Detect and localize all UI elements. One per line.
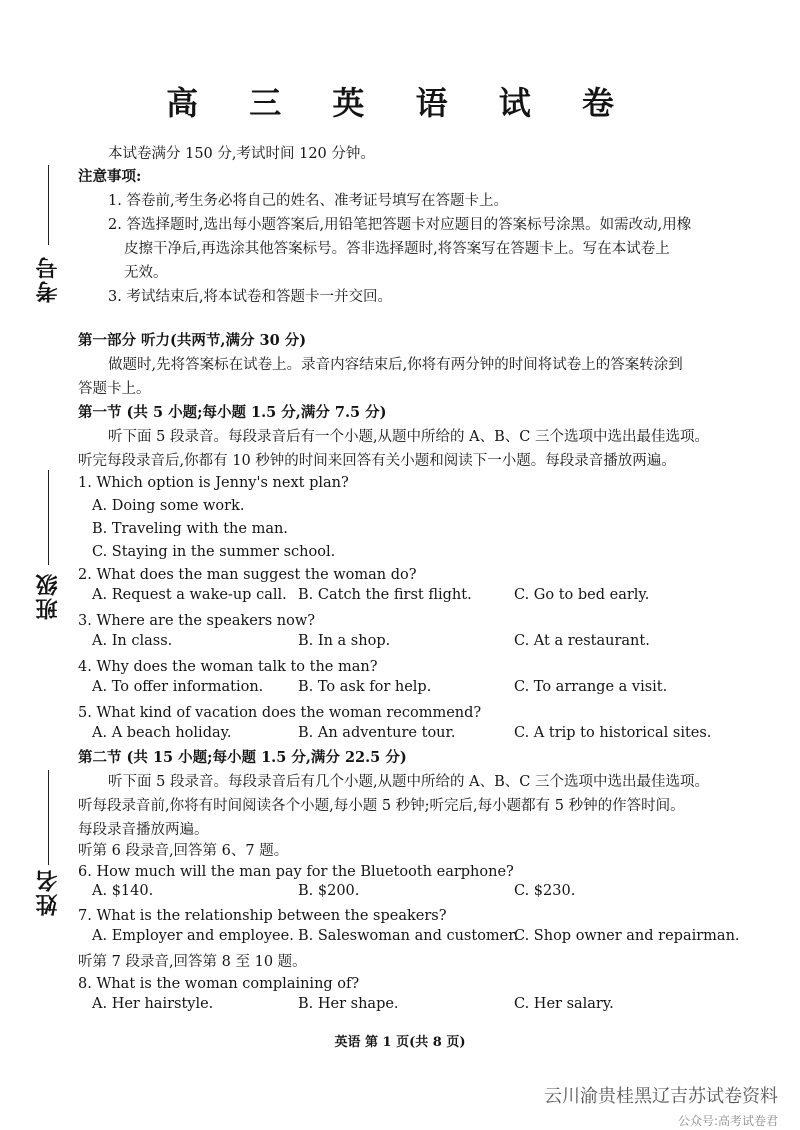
notice-item-2: 2. 答选择题时,选出每小题答案后,用铅笔把答题卡对应题目的答案标号涂黑。如需改动,用橡 — [108, 217, 692, 233]
q2-option-a: A. Request a wake-up call. — [92, 587, 287, 603]
listen-instruction-7: 听第 7 段录音,回答第 8 至 10 题。 — [78, 954, 307, 970]
part1-desc-1: 做题时,先将答案标在试卷上。录音内容结束后,你将有两分钟的时间将试卷上的答案转涂到 — [108, 357, 683, 373]
notice-heading: 注意事项: — [78, 168, 142, 185]
notice-item-3: 3. 考试结束后,将本试卷和答题卡一并交回。 — [108, 289, 393, 305]
q6-option-b: B. $200. — [298, 883, 360, 899]
q7-stem: 7. What is the relationship between the speakers? — [78, 908, 447, 924]
exam-number-label: 考号 — [35, 255, 61, 303]
q4-option-b: B. To ask for help. — [298, 679, 432, 695]
q6-option-a: A. $140. — [92, 883, 154, 899]
watermark-account: 公众号:高考试卷君 — [677, 1114, 778, 1128]
q4-option-c: C. To arrange a visit. — [514, 679, 668, 695]
section1-desc-2: 听完每段录音后,你都有 10 秒钟的时间来回答有关小题和阅读下一小题。每段录音播放两遍。 — [78, 453, 676, 469]
section2-heading: 第二节 (共 15 小题;每小题 1.5 分,满分 22.5 分) — [78, 749, 407, 766]
name-line — [48, 770, 49, 865]
q1-option-a: A. Doing some work. — [92, 498, 245, 514]
q8-option-a: A. Her hairstyle. — [92, 996, 214, 1012]
q3-stem: 3. Where are the speakers now? — [78, 613, 316, 629]
q8-stem: 8. What is the woman complaining of? — [78, 976, 360, 992]
q1-stem: 1. Which option is Jenny's next plan? — [78, 475, 349, 491]
q7-option-b: B. Saleswoman and customer. — [298, 928, 519, 944]
q6-option-c: C. $230. — [514, 883, 576, 899]
q3-option-a: A. In class. — [92, 633, 173, 649]
class-line — [48, 470, 49, 565]
q8-option-b: B. Her shape. — [298, 996, 399, 1012]
exam-number-line — [48, 165, 49, 245]
section1-desc-1: 听下面 5 段录音。每段录音后有一个小题,从题中所给的 A、B、C 三个选项中选出最佳选项。 — [108, 429, 709, 445]
q5-stem: 5. What kind of vacation does the woman recommend? — [78, 705, 482, 721]
q1-option-b: B. Traveling with the man. — [92, 521, 288, 537]
intro-text: 本试卷满分 150 分,考试时间 120 分钟。 — [108, 146, 375, 162]
section2-desc-3: 每段录音播放两遍。 — [78, 822, 209, 838]
q3-option-b: B. In a shop. — [298, 633, 391, 649]
q2-stem: 2. What does the man suggest the woman do? — [78, 567, 417, 583]
q5-option-c: C. A trip to historical sites. — [514, 725, 712, 741]
listen-instruction-6: 听第 6 段录音,回答第 6、7 题。 — [78, 843, 289, 859]
q8-option-c: C. Her salary. — [514, 996, 614, 1012]
q5-option-a: A. A beach holiday. — [92, 725, 232, 741]
class-label: 班级 — [35, 572, 61, 620]
q4-option-a: A. To offer information. — [92, 679, 264, 695]
section2-desc-1: 听下面 5 段录音。每段录音后有几个小题,从题中所给的 A、B、C 三个选项中选出最佳选项。 — [108, 774, 709, 790]
part1-desc-2: 答题卡上。 — [78, 381, 151, 397]
q7-option-a: A. Employer and employee. — [92, 928, 294, 944]
q1-option-c: C. Staying in the summer school. — [92, 544, 336, 560]
section1-heading: 第一节 (共 5 小题;每小题 1.5 分,满分 7.5 分) — [78, 404, 387, 421]
q6-stem: 6. How much will the man pay for the Bluetooth earphone? — [78, 864, 514, 880]
page-title: 高 三 英 语 试 卷 — [166, 84, 634, 122]
section2-desc-2: 听每段录音前,你将有时间阅读各个小题,每小题 5 秒钟;听完后,每小题都有 5 秒钟的作答时间。 — [78, 798, 685, 814]
notice-item-1: 1. 答卷前,考生务必将自己的姓名、准考证号填写在答题卡上。 — [108, 193, 509, 209]
part1-heading: 第一部分 听力(共两节,满分 30 分) — [78, 332, 307, 349]
name-label: 姓名 — [35, 868, 61, 916]
q7-option-c: C. Shop owner and repairman. — [514, 928, 740, 944]
page-footer: 英语 第 1 页(共 8 页) — [334, 1035, 466, 1050]
notice-item-2-end: 无效。 — [124, 265, 168, 281]
q2-option-c: C. Go to bed early. — [514, 587, 650, 603]
q5-option-b: B. An adventure tour. — [298, 725, 456, 741]
watermark-text: 云川渝贵桂黑辽吉苏试卷资料 — [544, 1086, 778, 1107]
q4-stem: 4. Why does the woman talk to the man? — [78, 659, 378, 675]
q3-option-c: C. At a restaurant. — [514, 633, 650, 649]
notice-item-2-cont: 皮擦干净后,再选涂其他答案标号。答非选择题时,将答案写在答题卡上。写在本试卷上 — [124, 241, 670, 257]
q2-option-b: B. Catch the first flight. — [298, 587, 472, 603]
